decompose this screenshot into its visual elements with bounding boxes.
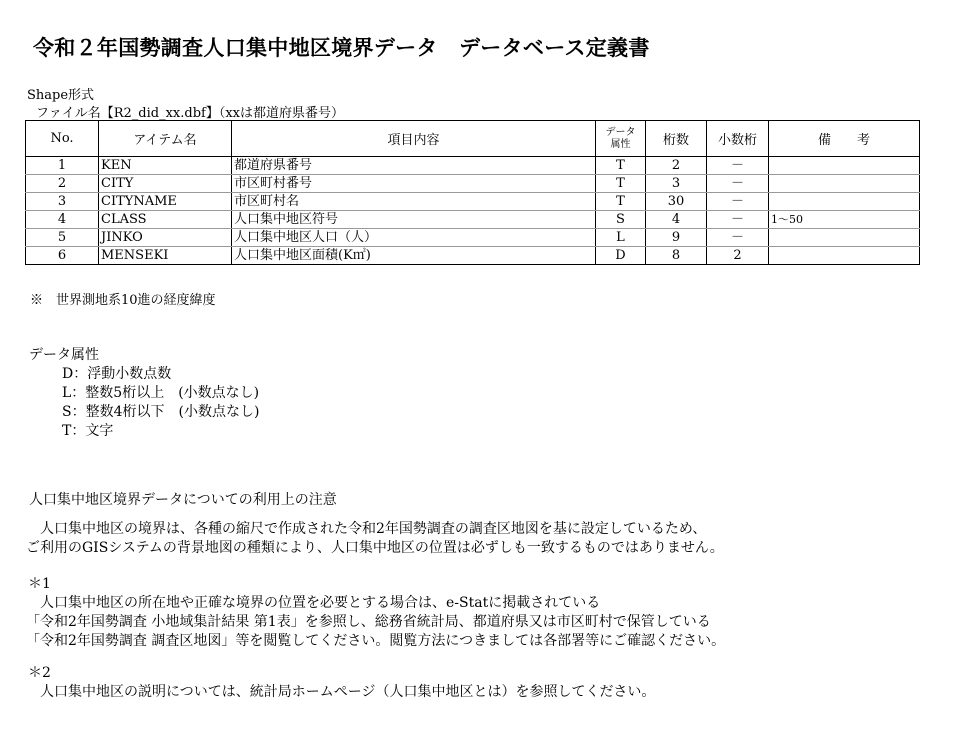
header-data-attr-top: データ — [605, 126, 636, 138]
table-row — [26, 229, 920, 247]
data-attribute-item: T：文字 — [62, 423, 114, 439]
header-decimals: 小数桁 — [707, 121, 769, 157]
cell-remarks — [769, 229, 920, 247]
caution-heading: 人口集中地区境界データについての利用上の注意 — [29, 492, 337, 508]
cell-digits: 3 — [646, 175, 707, 193]
cell-no: 6 — [26, 247, 99, 265]
data-attribute-item: D：浮動小数点数 — [62, 366, 172, 382]
data-attribute-item: L：整数5桁以上 (小数点なし) — [62, 385, 260, 401]
cell-data-attr: L — [596, 229, 646, 247]
caution-line: ご利用のGISシステムの背景地図の種類により、人口集中地区の位置は必ずしも一致するものではありません。 — [26, 540, 724, 556]
cell-decimals: － — [707, 157, 769, 175]
cell-no: 1 — [26, 157, 99, 175]
cell-no: 5 — [26, 229, 99, 247]
cell-no: 4 — [26, 211, 99, 229]
header-item-name: アイテム名 — [99, 121, 232, 157]
caution-line: 人口集中地区の境界は、各種の縮尺で作成された令和2年国勢調査の調査区地図を基に設定しているため、 — [26, 521, 707, 537]
cell-remarks: 1～50 — [769, 211, 920, 229]
table-header-row — [26, 121, 920, 157]
cell-item-name: CITYNAME — [99, 193, 232, 211]
cell-no: 3 — [26, 193, 99, 211]
cell-digits: 4 — [646, 211, 707, 229]
cell-digits: 9 — [646, 229, 707, 247]
table-row — [26, 157, 920, 175]
coordinate-note: ※ 世界測地系10進の経度緯度 — [30, 293, 216, 308]
cell-content: 都道府県番号 — [232, 157, 596, 175]
cell-decimals: － — [707, 211, 769, 229]
header-no: No. — [26, 121, 99, 157]
format-label: Shape形式 — [27, 88, 95, 103]
cell-remarks — [769, 175, 920, 193]
table-row — [26, 175, 920, 193]
cell-decimals: － — [707, 193, 769, 211]
header-content: 項目内容 — [232, 121, 596, 157]
cell-item-name: CITY — [99, 175, 232, 193]
cell-item-name: KEN — [99, 157, 232, 175]
cell-content: 人口集中地区人口（人） — [232, 229, 596, 247]
cell-remarks — [769, 157, 920, 175]
header-data-attr-bottom: 属性 — [610, 138, 631, 150]
cell-digits: 8 — [646, 247, 707, 265]
cell-item-name: MENSEKI — [99, 247, 232, 265]
cell-data-attr: S — [596, 211, 646, 229]
data-attributes-heading: データ属性 — [29, 347, 99, 363]
cell-content: 人口集中地区面積(K㎡) — [232, 247, 596, 265]
table-row — [26, 247, 920, 265]
cell-data-attr: T — [596, 193, 646, 211]
note1-line: 「令和2年国勢調査 調査区地図」等を閲覧してください。閲覧方法につきましては各部署等にご確認ください。 — [26, 633, 726, 649]
table-row — [26, 211, 920, 229]
note2-mark: ＊2 — [28, 665, 51, 681]
header-remarks: 備 考 — [769, 121, 920, 157]
cell-item-name: JINKO — [99, 229, 232, 247]
cell-item-name: CLASS — [99, 211, 232, 229]
definition-table — [25, 120, 920, 265]
cell-data-attr: D — [596, 247, 646, 265]
cell-remarks — [769, 193, 920, 211]
cell-digits: 2 — [646, 157, 707, 175]
page-title: 令和２年国勢調査人口集中地区境界データ データベース定義書 — [33, 36, 650, 60]
header-data-attr — [596, 121, 646, 157]
note1-line: 「令和2年国勢調査 小地域集計結果 第1表」を参照し、総務省統計局、都道府県又は市区町村で保管している — [26, 614, 711, 630]
note1-line: 人口集中地区の所在地や正確な境界の位置を必要とする場合は、e-Statに掲載されている — [26, 595, 601, 611]
note2-line: 人口集中地区の説明については、統計局ホームページ（人口集中地区とは）を参照してください。 — [26, 684, 656, 700]
cell-content: 市区町村名 — [232, 193, 596, 211]
table-row — [26, 193, 920, 211]
cell-no: 2 — [26, 175, 99, 193]
data-attribute-item: S：整数4桁以下 (小数点なし) — [62, 404, 260, 420]
cell-remarks — [769, 247, 920, 265]
cell-data-attr: T — [596, 175, 646, 193]
cell-decimals: － — [707, 229, 769, 247]
cell-content: 市区町村番号 — [232, 175, 596, 193]
cell-decimals: 2 — [707, 247, 769, 265]
cell-digits: 30 — [646, 193, 707, 211]
cell-decimals: － — [707, 175, 769, 193]
header-digits: 桁数 — [646, 121, 707, 157]
cell-content: 人口集中地区符号 — [232, 211, 596, 229]
file-name-label: ファイル名【R2_did_xx.dbf】（xxは都道府県番号） — [36, 106, 345, 121]
cell-data-attr: T — [596, 157, 646, 175]
note1-mark: ＊1 — [28, 576, 51, 592]
